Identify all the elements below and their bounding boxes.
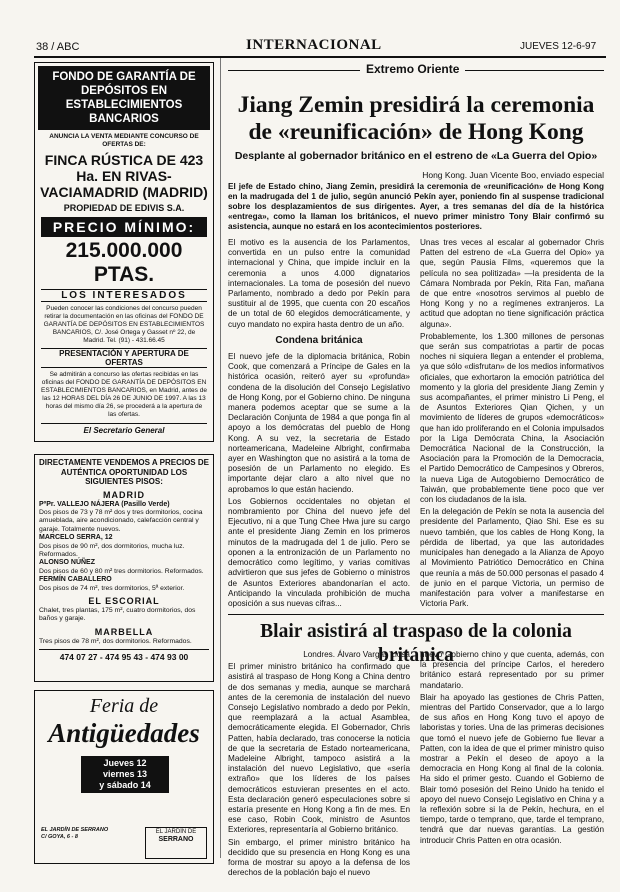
list-item-text: Dos pisos de 90 m², dos dormitorios, mucha luz. Reformados. (39, 542, 185, 558)
article1-paragraph: El nuevo jefe de la diplomacia británica, Robin Cook, que comenzará a Príncipe de Gales en la histórica ocasión, reiteró ayer su «profunda» condena de la disolución del Consejo Legislativo de Hong Kong, por el Gobierno chino. De ninguna manera podemos aceptar que se sume a la Declaración Conjunta de 1984 a que ponga fin al apoyo a los demócratas del pueblo de Hong Kong. A su vez, la secretaria de Estado norteamericana, Madeleine Albright, confirmaba ayer en Washington que no asistirá a la toma de posesión de un Parlamento no elegido. Es importante dejar claro a alto nivel que no aprobamos lo que están haciendo. (228, 352, 410, 494)
ad-fair-line1: Feria de (89, 695, 159, 717)
section-title: INTERNACIONAL (246, 37, 382, 53)
list-item-text: Dos pisos de 73 y 78 m² dos y tres dormitorios, cocina amueblada, aire acondicionado, calefacción central y garaje. Totalmente nuevos. (39, 508, 203, 533)
list-item (39, 501, 209, 535)
ad-fund-interested-text: Pueden conocer las condiciones del concurso pueden retirar la documentación en las oficinas del FONDO DE GARANTÍA DE DEPÓSITOS EN ESTABLECIMIENTOS BANCARIOS, C/. José Ortega y Gasset nº 22, de Madrid. Tel. (91) - 431.66.45 (43, 305, 205, 344)
ad-fund-owner: PROPIEDAD DE EDIVIS S.A. (63, 203, 185, 213)
article1-lead: El jefe de Estado chino, Jiang Zemin, presidirá la ceremonia de «reunificación» de Hong Kong en la madrugada del 1 de julio, según anunció Pekín ayer, poniendo fin al suspense tradicional sobre los desplazamientos de sus dirigentes. Ayer, a tres semanas del día de la histórica «entrega», como la llaman los británicos, el nuevo primer ministro Tony Blair confirmó su asistencia, aunque no estará en los acontecimientos posteriores. (228, 182, 604, 231)
article2-paragraph: El primer ministro británico ha confirmado que asistirá al traspaso de Hong Kong a China dentro de dos semanas y media, aunque se marchará antes de la ceremonia de instalación del nuevo Consejo Legislativo nombrado a dedo por Pekín, que reemplazará a la actual Asamblea, democráticamente elegida. El Gobernador, Chris Patten, había declarado, tras conocerse la noticia de que la secretaria de Estado norteamericana, Madeleine Albright, tampoco asistirá a la instalación del nuevo Legislativo, que «sería extraño» que los líderes de los países democráticos estuvieran presentes en el acto. Esta declaración generó especulaciones sobre si estaría presente en Hong Kong a fin de mes. En ese caso, Robin Cook, ministro de Asuntos Exteriores, representaría al Gobierno británico. (228, 662, 410, 835)
list-item-text: Tres pisos de 78 m², dos dormitorios. Reformados. (39, 637, 192, 645)
ad-fair-date: viernes 13 (102, 769, 148, 779)
list-item-text: Dos pisos de 60 y 80 m² tres dormitorios. Reformados. (39, 567, 204, 575)
article1-byline: Hong Kong. Juan Vicente Boo, enviado especial (422, 170, 604, 180)
ad-fair-address (41, 827, 121, 841)
issue-date: JUEVES 12-6-97 (520, 41, 597, 52)
ad-fair-logo-name: SERRANO (158, 836, 194, 843)
ad-fund-offers-title: PRESENTACIÓN Y APERTURA DE OFERTAS (41, 348, 207, 368)
ad-fund-price: 215.000.000 PTAS. (65, 239, 183, 286)
ad-fair-address-line: C/ GOYA, 6 - 8 (41, 834, 78, 840)
ad-fair-date: Jueves 12 (103, 758, 147, 768)
list-item (39, 576, 209, 593)
article-separator (228, 614, 604, 615)
article1-paragraph: En la delegación de Pekín se nota la ausencia del presidente del Parlamento, Qiao Shi. Ese es su nuevo también, que los cables de Hong Kong, la pérdida de libertad, ya que las autoridades municipales han denegado a la Alianza de Apoyo al Movimiento Patriótico Democrático en China que reunía a más de 50.000 personas el pasado 4 de junio en el parque Victoria, un permiso de manifestación para volver a manifestarse en Victoria Park. (420, 507, 604, 609)
article2-column-1 (228, 650, 410, 878)
ad-fund-banner: FONDO DE GARANTÍA DE DEPÓSITOS EN ESTABLECIMIENTOS BANCARIOS (38, 66, 210, 130)
article1-paragraph: El motivo es la ausencia de los Parlamentos, convertida en un pulso entre la comunidad internacional y China, que impide incluir en la ceremonia a unos 4.000 dignatarios internacionales. La toma de posesión del nuevo Parlamento, nombrado a dedo por Pekín para sustituir al de 1995, que cuenta con 20 escaños de un total de 60 elegidos democráticamente, y cuyo mandato no expira hasta dentro de un año. (228, 238, 410, 329)
article2-paragraph: nuevo Gobierno chino y que cuenta, además, con la presencia del príncipe Carlos, el heredero británico estará representado por su primer mandatario. (420, 650, 604, 690)
ad-flats-section-madrid: MADRID (103, 489, 145, 500)
ad-fund-signature: El Secretario General (41, 423, 207, 435)
list-item (39, 559, 209, 576)
article2-column-2 (420, 650, 604, 864)
article2-paragraph: Sin embargo, el primer ministro británico ha decidido que su presencia en Hong Kong es una forma de mostrar su apoyo a la defensa de los derechos de la población bajo el nuevo (228, 837, 410, 878)
ad-fund-interested-title: LOS INTERESADOS (41, 289, 207, 302)
ad-flats-section-marbella: MARBELLA (94, 626, 154, 637)
article1-subhead: Condena británica (275, 334, 363, 346)
article1-deck: Desplante al gobernador británico en el estreno de «La Guerra del Opio» (234, 150, 598, 162)
article1-paragraph: Unas tres veces al escalar al gobernador Chris Patten del estreno de «La Guerra del Opio» ya que, según Pausia Films, «queremos que la película no sea politizada» —la presidenta de la Cámara Nombrada por Pekín, Rita Fan, mañana de que entre «nosotros servimos al pueblo de Hong Kong y no a regímenes extranjeros. La actitud que adoptan no tiene significación práctica alguna». (420, 238, 604, 329)
list-item (39, 607, 209, 624)
ad-flats-phones: 474 07 27 - 474 95 43 - 474 93 00 (39, 649, 209, 662)
ad-fund-property: FINCA RÚSTICA DE 423 Ha. EN RIVAS-VACIAMADRID (MADRID) (40, 152, 208, 200)
article1-column-2 (420, 238, 604, 610)
ad-flats-title: DIRECTAMENTE VENDEMOS A PRECIOS DE AUTÉNTICA OPORTUNIDAD LOS SIGUIENTES PISOS: (39, 458, 209, 486)
list-item-text: Chalet, tres plantas, 175 m², cuatro dormitorios, dos baños y garaje. (39, 606, 196, 623)
ad-fair-logo (145, 827, 207, 859)
ad-fair-dates (81, 756, 169, 793)
ad-flats (34, 454, 214, 682)
list-item (39, 638, 209, 646)
list-item-text: Dos pisos de 74 m², tres dormitorios, 5ª exterior. (39, 584, 185, 592)
ad-flats-section-escorial: EL ESCORIAL (88, 595, 160, 606)
ad-fund-sale (34, 62, 214, 442)
ad-fair-logo-top: EL JARDÍN DE (155, 829, 197, 835)
ad-antiques-fair (34, 690, 214, 864)
article2-headline: Blair asistirá al traspaso de la colonia británica (260, 621, 572, 666)
ad-fair-date: y sábado 14 (99, 780, 151, 790)
column-divider (220, 58, 221, 858)
article1-paragraph: Probablemente, los 1.300 millones de personas que serán sus compatriotas a partir de pocas noches ni siquiera llegan a entender el problema, ya que sólo «disfrutan» de los medios informativos oficiales, que exhortaron la emoción patriótica del momento y la gloria del presidente Jiang Zemin y sus acompañantes, el primer ministro Li Peng, el de Asuntos Exteriores Qian Qichen, y un movimiento de líderes de grupos «democráticos» que han ido proliferando en el Colonia impulsados por la Liga Demócrata China, la Asociación Democrática Nacional de la Construcción, la Asociación para la Promoción de la Democracia, el Partido Democrático de Campesinos y Obreros, la nueva Liga de Autogobierno Democrático de Taiwán, que probablemente tiene poco que ver con los ciudadanos de la isla. (420, 331, 604, 505)
list-item (39, 534, 209, 559)
section-label: Extremo Oriente (360, 62, 465, 76)
article1-headline: Jiang Zemin presidirá la ceremonia de «reunificación» de Hong Kong (237, 92, 595, 145)
list-item-title: MARCELO SERRA, 12 (39, 534, 113, 542)
article1-paragraph: Los Gobiernos occidentales no objetan el nombramiento por China del nuevo jefe del Ejecutivo, ni a que Tung Chee Hwa jure su cargo ante el presidente Jiang Zemin en los primeros minutos de la madrugada del 1 de julio. Pero se oponen a la entronización de un Parlamento no democrático como legítimo, y varias comitivas advirtieron que sus jefes de Gobierno o ministros de Asuntos Exteriores abandonarían el acto. Anticipando la vinculada prohibición de mucha oposición a sus nuevas cifras... (228, 496, 410, 608)
article2-byline: Londres. Álvaro Vargas Llosa (303, 650, 410, 659)
ad-fair-line2: Antigüedades (48, 718, 200, 748)
article2-paragraph: Blair ha apoyado las gestiones de Chris Patten, mientras del Partido Conservador, que a lo largo de sus años en Hong Kong tuvo el apoyo de laboristas y tories. Una de las primeras decisiones que tomó el nuevo jefe de Gobierno fue llevar a Patten, con la idea de que el primer ministro quiso mostrar a Pekín el deseo de apoyo a la democracia en Hong Kong al final de la colonia. Ha sido el primer gesto. Cuando el Gobierno de Blair tomó posesión del Reino Unido ha tenido el apoyo del nuevo Consejo Legislativo en China y a la reflexión sobre si la de Pekín, hechura, en el tiempo, tarde o temprano, que, tarde el temprano, tendrá que dar nuevas garantías. La gestión introducir Chris Patten en otra ocasión. (420, 692, 604, 845)
ad-fund-offers-text: Se admitirán a concurso las ofertas recibidas en las oficinas del FONDO DE GARANTÍA DE DEPÓSITOS EN ESTABLECIMIENTOS BANCARIOS, en Madrid, antes de las 12 HORAS DEL DÍA 26 DE JUNIO DE 1997. A las 13 horas del mismo día 26, se procederá a la apertura de las ofertas. (41, 371, 207, 418)
list-item-title: PºPr. VALLEJO NÁJERA (Pasillo Verde) (39, 500, 170, 508)
list-item-title: FERMÍN CABALLERO (39, 576, 112, 584)
ad-fund-notice: ANUNCIA LA VENTA MEDIANTE CONCURSO DE OFERTAS DE: (49, 133, 199, 148)
article1-column-1 (228, 238, 410, 610)
header-rule (34, 56, 606, 58)
page-number-source: 38 / ABC (36, 41, 80, 53)
list-item-title: ALONSO NÚÑEZ (39, 559, 95, 567)
ad-fund-price-label: PRECIO MÍNIMO: (41, 217, 207, 237)
ad-fair-address-line: EL JARDÍN DE SERRANO (41, 827, 109, 833)
